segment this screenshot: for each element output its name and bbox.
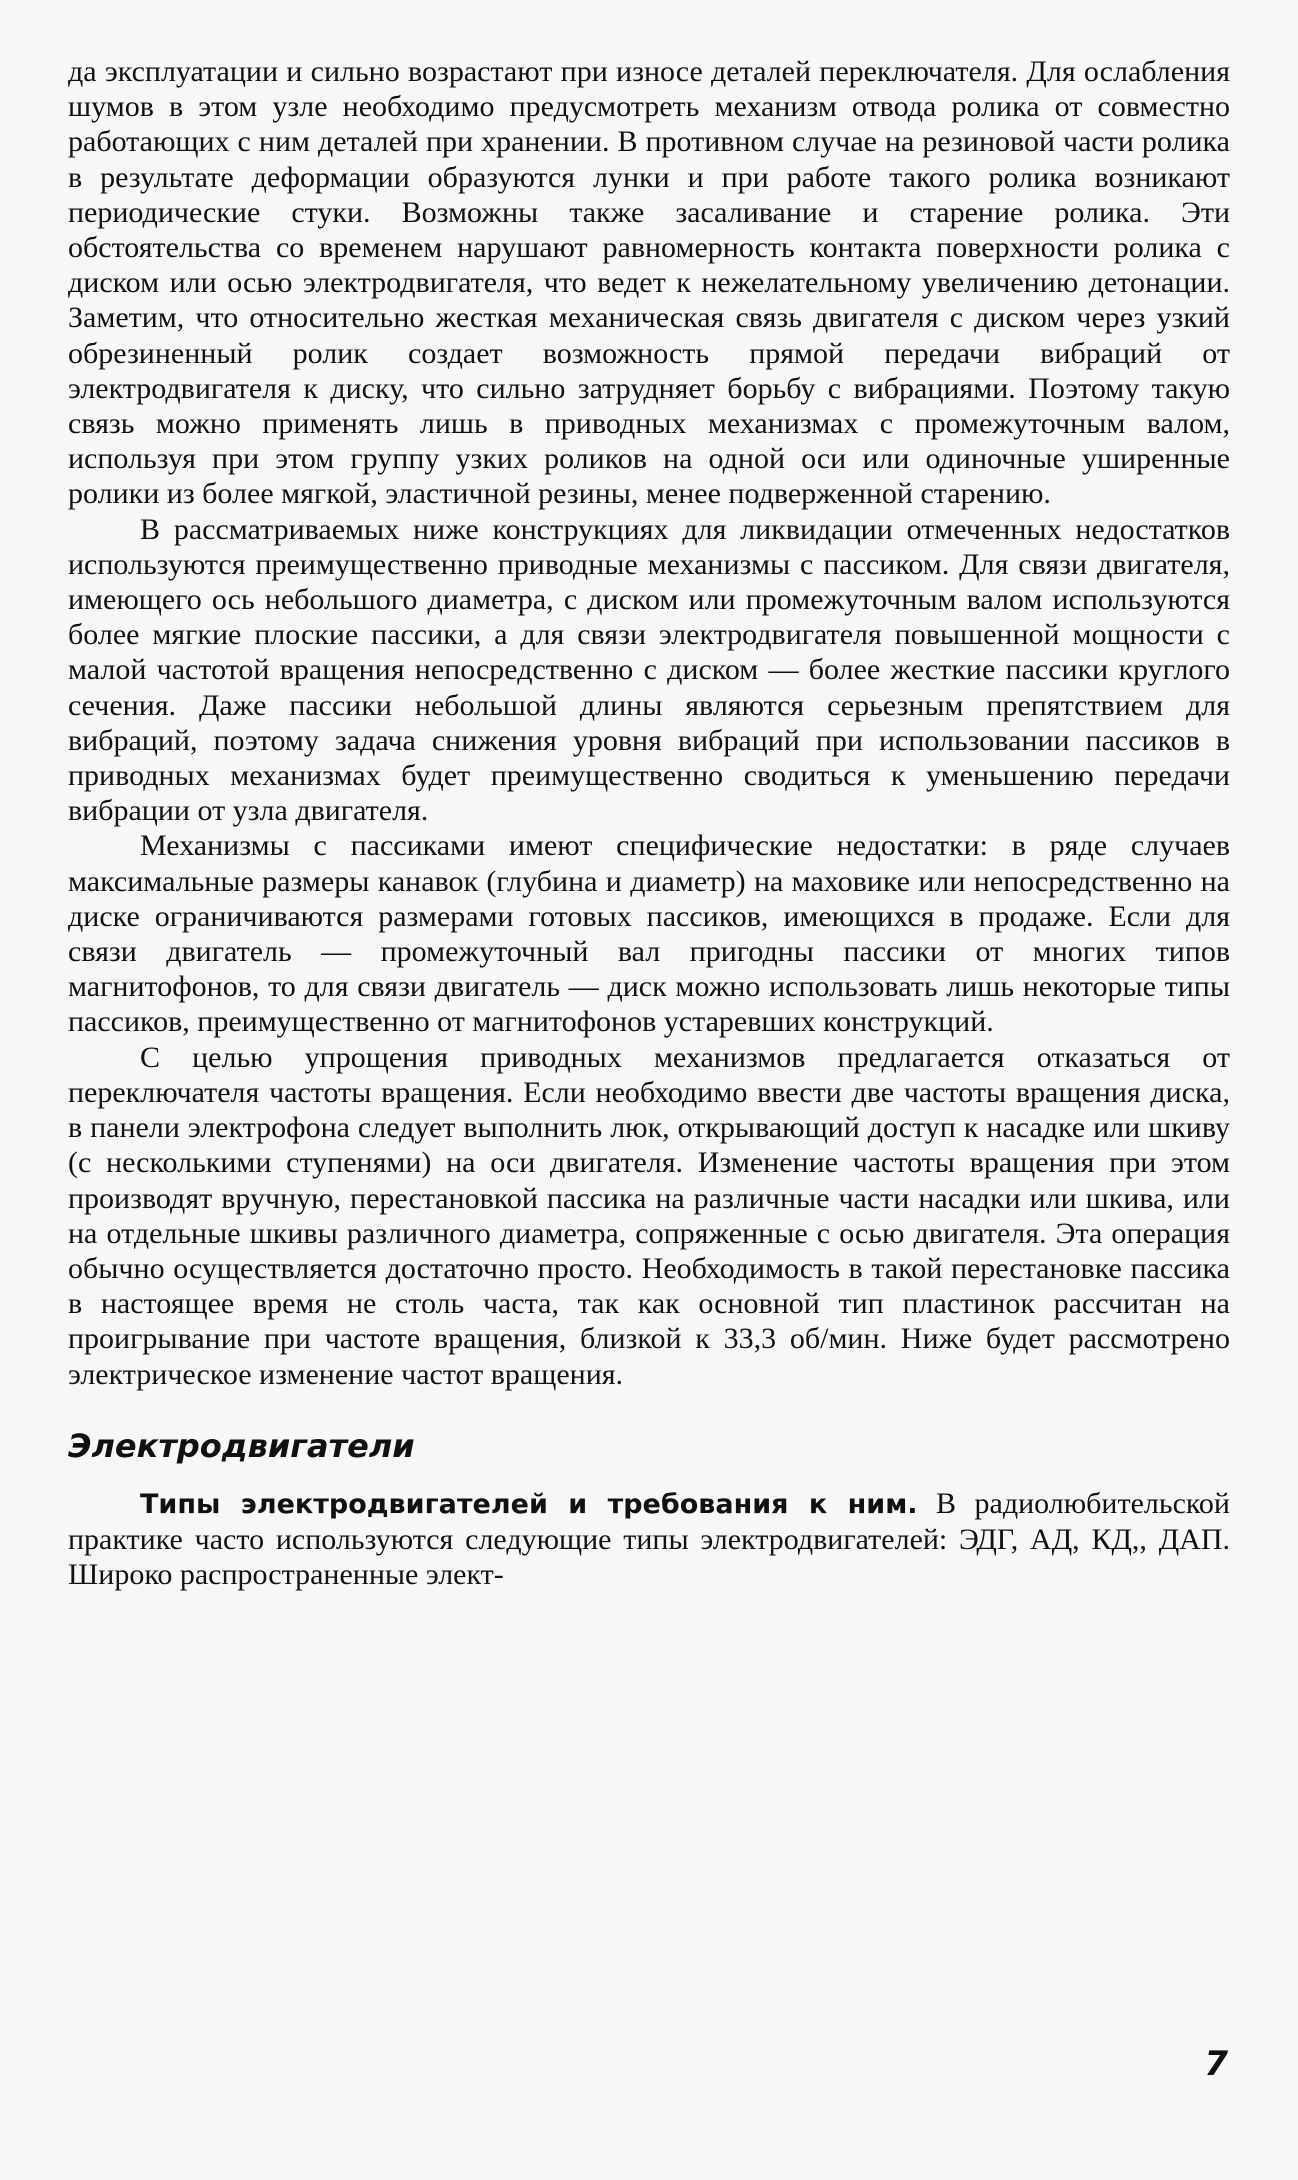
subsection-paragraph <box>68 1486 1230 1593</box>
page-number: 7 <box>1204 2044 1228 2084</box>
page-body <box>68 54 1230 1592</box>
paragraph-3: Механизмы с пассиками имеют специфические недостатки: в ряде случаев максимальные размеры канавок (глубина и диаметр) на маховике или непосредственно на диске ограничиваются размерами готовых пассиков, имеющихся в продаже. Если для связи двигатель — промежуточный вал пригодны пассики от многих типов магнитофонов, то для связи двигатель — диск можно использовать лишь некоторые типы пассиков, преимущественно от магнитофонов устаревших конструкций. <box>68 829 1230 1039</box>
paragraph-4: С целью упрощения приводных механизмов предлагается отказаться от переключателя частоты вращения. Если необходимо ввести две частоты вращения диска, в панели электрофона следует выполнить люк, открывающий доступ к насадке или шкиву (с несколькими ступенями) на оси двигателя. Изменение частоты вращения при этом производят вручную, перестановкой пассика на различные части насадки или шкива, или на отдельные шкивы различного диаметра, сопряженные с осью двигателя. Эта операция обычно осуществляется достаточно просто. Необходимость в такой перестановке пассика в настоящее время не столь часта, так как основной тип пластинок рассчитан на проигрывание при частоте вращения, близкой к 33,3 об/мин. Ниже будет рассмотрено электрическое изменение частот вращения. <box>68 1040 1230 1391</box>
subsection-text: В радиолюбительской практике часто используются следующие типы электродвигателей: ЭДГ, АД, КД,, ДАП. Широко распространенные элект- <box>68 1486 1230 1592</box>
section-heading: Электродвигатели <box>68 1426 415 1465</box>
paragraph-2: В рассматриваемых ниже конструкциях для ликвидации отмеченных недостатков используются преимущественно приводные механизмы с пассиком. Для связи двигателя, имеющего ось небольшого диаметра, с диском или промежуточным валом используются более мягкие плоские пассики, а для связи электродвигателя повышенной мощности с малой частотой вращения непосредственно с диском — более жесткие пассики круглого сечения. Даже пассики небольшой длины являются серьезным препятствием для вибраций, поэтому задача снижения уровня вибраций при использовании пассиков в приводных механизмах будет преимущественно сводиться к уменьшению передачи вибрации от узла двигателя. <box>68 512 1230 828</box>
paragraph-1: да эксплуатации и сильно возрастают при износе деталей переключателя. Для ослабления шумов в этом узле необходимо предусмотреть механизм отвода ролика от совместно работающих с ним деталей при хранении. В противном случае на резиновой части ролика в результате деформации образуются лунки и при работе такого ролика возникают периодические стуки. Возможны также засаливание и старение ролика. Эти обстоятельства со временем нарушают равномерность контакта поверхности ролика с диском или осью электродвигателя, что ведет к нежелательному увеличению детонации. Заметим, что относительно жесткая механическая связь двигателя с диском через узкий обрезиненный ролик создает возможность прямой передачи вибраций от электродвигателя к диску, что сильно затрудняет борьбу с вибрациями. Поэтому такую связь можно применять лишь в приводных механизмах с промежуточным валом, используя при этом группу узких роликов на одной оси или одиночные уширенные ролики из более мягкой, эластичной резины, менее подверженной старению. <box>68 55 1230 511</box>
subsection-run-in-title: Типы электродвигателей и требования к ним. <box>140 1488 918 1520</box>
